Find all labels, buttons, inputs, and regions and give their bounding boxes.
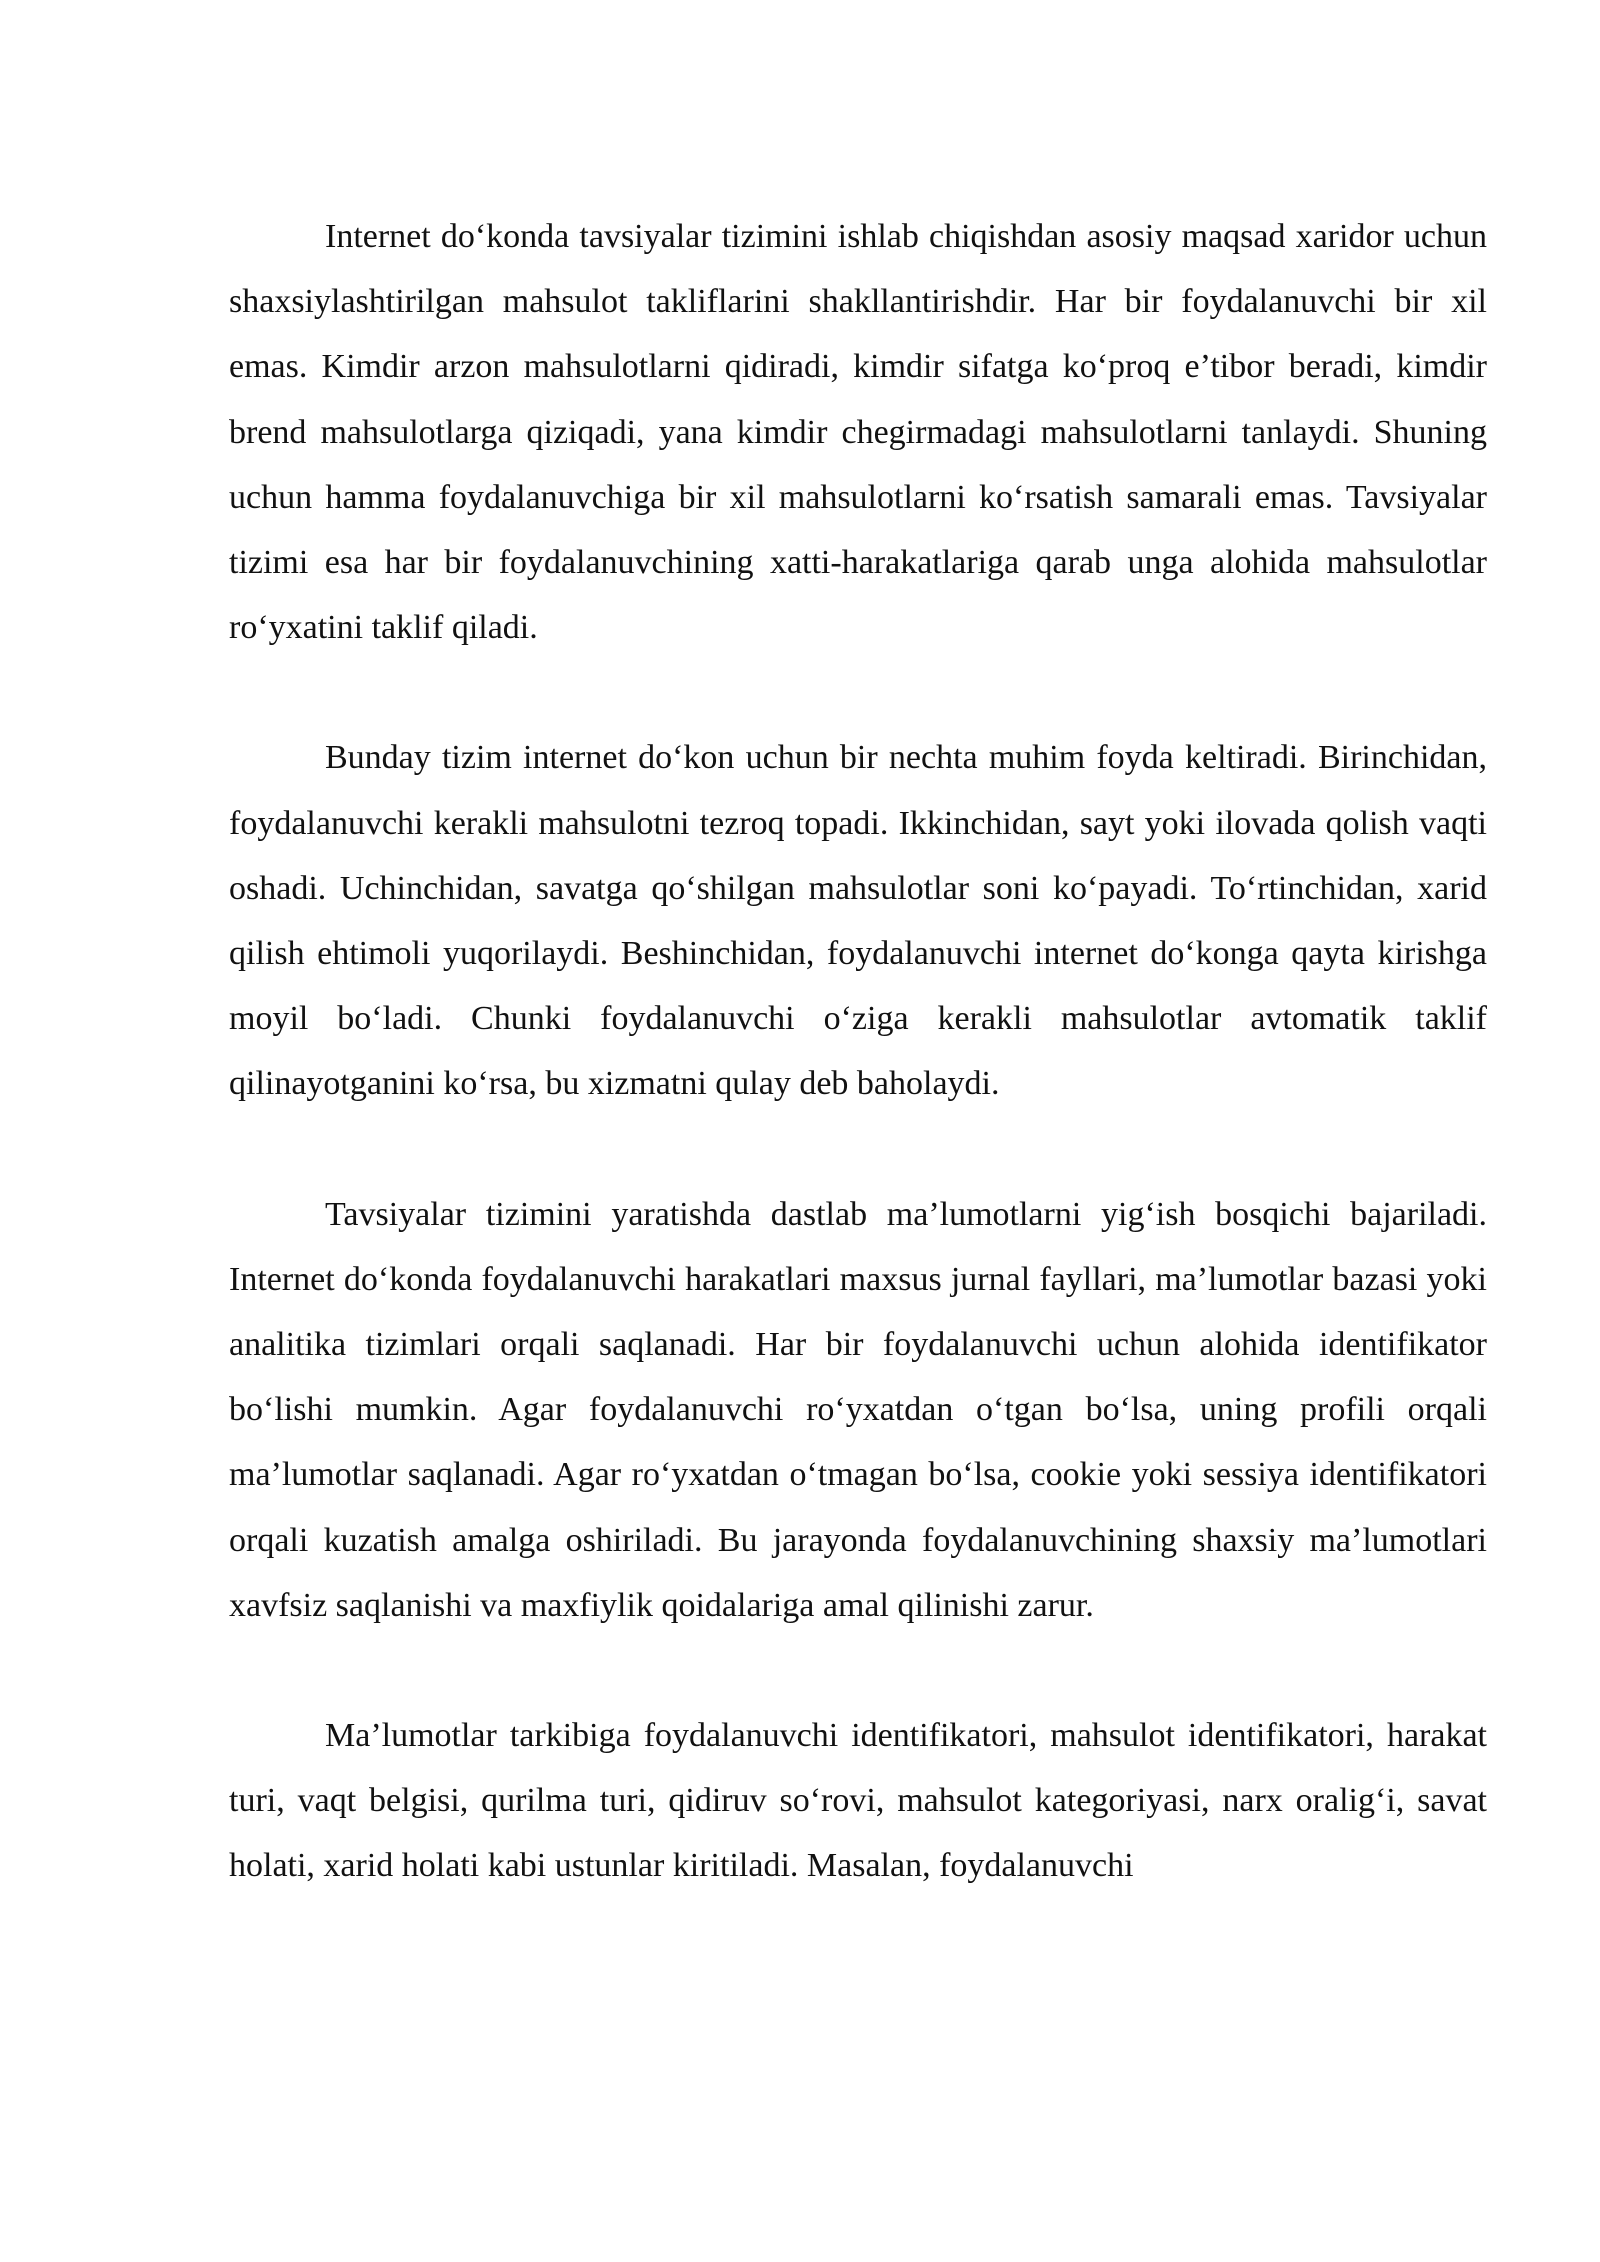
paragraph-4: Ma’lumotlar tarkibiga foydalanuvchi identifikatori, mahsulot identifikatori, harakat turi, vaqt belgisi, qurilma turi, qidiruv so‘rovi, mahsulot kategoriyasi, narx oralig‘i, savat holati, xarid holati kabi ustunlar kiritiladi. Masalan, foydalanuvchi (229, 1717, 1487, 1885)
paragraph-3: Tavsiyalar tizimini yaratishda dastlab ma’lumotlarni yig‘ish bosqichi bajariladi. Internet do‘konda foydalanuvchi harakatlari maxsus jurnal fayllari, ma’lumotlar bazasi yoki analitika tizimlari orqali saqlanadi. Har bir foydalanuvchi uchun alohida identifikator bo‘lishi mumkin. Agar foydalanuvchi ro‘yxatdan o‘tgan bo‘lsa, uning profili orqali ma’lumotlar saqlanadi. Agar ro‘yxatdan o‘tmagan bo‘lsa, cookie yoki sessiya identifikatori orqali kuzatish amalga oshiriladi. Bu jarayonda foydalanuvchining shaxsiy ma’lumotlari xavfsiz saqlanishi va maxfiylik qoidalariga amal qilinishi zarur. (229, 1195, 1487, 1624)
paragraph-1: Internet do‘konda tavsiyalar tizimini ishlab chiqishdan asosiy maqsad xaridor uchun shaxsiylashtirilgan mahsulot takliflarini shakllantirishdir. Har bir foydalanuvchi bir xil emas. Kimdir arzon mahsulotlarni qidiradi, kimdir sifatga ko‘proq e’tibor beradi, kimdir brend mahsulotlarga qiziqadi, yana kimdir chegirmadagi mahsulotlarni tanlaydi. Shuning uchun hamma foydalanuvchiga bir xil mahsulotlarni ko‘rsatish samarali emas. Tavsiyalar tizimi esa har bir foydalanuvchining xatti-harakatlariga qarab unga alohida mahsulotlar ro‘yxatini taklif qiladi. (229, 218, 1487, 647)
document-body (229, 204, 1487, 1899)
paragraph-2: Bunday tizim internet do‘kon uchun bir nechta muhim foyda keltiradi. Birinchidan, foydalanuvchi kerakli mahsulotni tezroq topadi. Ikkinchidan, sayt yoki ilovada qolish vaqti oshadi. Uchinchidan, savatga qo‘shilgan mahsulotlar soni ko‘payadi. To‘rtinchidan, xarid qilish ehtimoli yuqorilaydi. Beshinchidan, foydalanuvchi internet do‘konga qayta kirishga moyil bo‘ladi. Chunki foydalanuvchi o‘ziga kerakli mahsulotlar avtomatik taklif qilinayotganini ko‘rsa, bu xizmatni qulay deb baholaydi. (229, 739, 1487, 1103)
